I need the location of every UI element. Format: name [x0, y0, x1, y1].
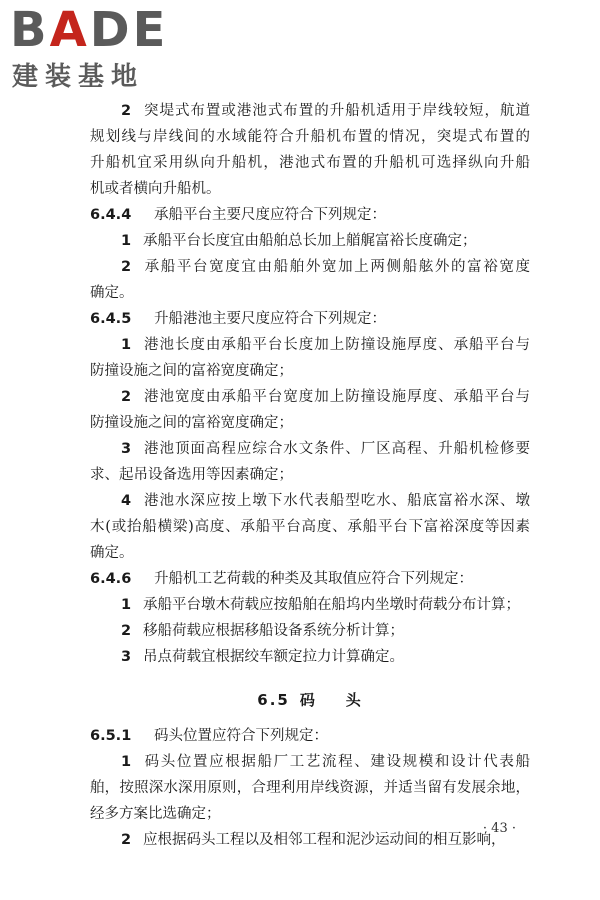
line-text: 升船港池主要尺度应符合下列规定：	[154, 311, 386, 327]
item-number: 2	[121, 623, 132, 639]
item-number: 2	[121, 103, 132, 119]
section-heading	[90, 687, 530, 713]
list-item-line	[90, 332, 530, 358]
continuation-line: 求、起吊设备选用等因素确定；	[90, 467, 293, 483]
document-body	[90, 98, 530, 853]
line-text: 港池长度由承船平台长度加上防撞设施厚度、承船平台与	[143, 337, 530, 353]
item-number: 1	[121, 754, 132, 770]
line-text: 承船平台墩木荷载应按船舶在船坞内坐墩时荷载分布计算；	[143, 597, 520, 613]
item-number: 2	[121, 389, 132, 405]
line-text: 港池水深应按上墩下水代表船型吃水、船底富裕水深、墩	[143, 493, 530, 509]
item-number: 2	[121, 832, 132, 848]
list-item-line	[90, 98, 530, 124]
page-number: · 43 ·	[482, 821, 516, 836]
item-number: 4	[121, 493, 132, 509]
item-number: 1	[121, 233, 132, 249]
clause-line	[90, 306, 530, 332]
line-text: 突堤式布置或港池式布置的升船机适用于岸线较短，航道	[143, 103, 530, 119]
section-title: 码 头	[299, 691, 363, 709]
list-item-line	[90, 436, 530, 462]
list-item-line	[90, 228, 530, 254]
clause-line	[90, 202, 530, 228]
continuation-line: 木(或抬船横梁)高度、承船平台高度、承船平台下富裕深度等因素	[90, 519, 530, 535]
continuation-line: 舶，按照深水深用原则，合理利用岸线资源，并适当留有发展余地，	[90, 780, 530, 796]
continuation-line: 经多方案比选确定；	[90, 806, 221, 822]
list-item-line	[90, 827, 530, 853]
line-text: 承船平台主要尺度应符合下列规定：	[154, 207, 386, 223]
list-item-line	[90, 488, 530, 514]
continuation-line: 规划线与岸线间的水域能符合升船机布置的情况，突堤式布置的	[90, 129, 530, 145]
item-number: 1	[121, 597, 132, 613]
list-item-line	[90, 749, 530, 775]
item-number: 1	[121, 337, 132, 353]
line-text: 吊点荷载宜根据绞车额定拉力计算确定。	[143, 649, 404, 665]
line-text: 承船平台宽度宜由船舶外宽加上两侧船舷外的富裕宽度	[143, 259, 530, 275]
clause-number: 6.4.5	[90, 311, 132, 327]
clause-line	[90, 723, 530, 749]
list-item-line	[90, 384, 530, 410]
item-number: 3	[121, 649, 132, 665]
continuation-line: 确定。	[90, 545, 134, 561]
clause-line	[90, 566, 530, 592]
logo-accent-a: A	[49, 2, 90, 58]
continuation-line: 机或者横向升船机。	[90, 181, 221, 197]
clause-number: 6.5.1	[90, 728, 132, 744]
line-text: 承船平台长度宜由船舶总长加上艏艉富裕长度确定；	[143, 233, 477, 249]
clause-number: 6.4.6	[90, 571, 132, 587]
section-number: 6.5	[257, 691, 290, 709]
line-text: 码头位置应根据船厂工艺流程、建设规模和设计代表船	[143, 754, 530, 770]
item-number: 3	[121, 441, 132, 457]
continuation-line: 防撞设施之间的富裕宽度确定；	[90, 363, 293, 379]
line-text: 移船荷载应根据移船设备系统分析计算；	[143, 623, 404, 639]
bade-logo	[10, 4, 185, 96]
continuation-line: 升船机宜采用纵向升船机，港池式布置的升船机可选择纵向升船	[90, 155, 530, 171]
list-item-line	[90, 644, 530, 670]
list-item-line	[90, 254, 530, 280]
logo-subtitle: 建装基地	[12, 62, 145, 92]
line-text: 升船机工艺荷载的种类及其取值应符合下列规定：	[154, 571, 473, 587]
item-number: 2	[121, 259, 132, 275]
clause-number: 6.4.4	[90, 207, 132, 223]
list-item-line	[90, 618, 530, 644]
line-text: 港池宽度由承船平台宽度加上防撞设施厚度、承船平台与	[143, 389, 530, 405]
continuation-line: 防撞设施之间的富裕宽度确定；	[90, 415, 293, 431]
continuation-line: 确定。	[90, 285, 134, 301]
logo-wordmark: BADE	[10, 2, 169, 58]
line-text: 港池顶面高程应综合水文条件、厂区高程、升船机检修要	[143, 441, 530, 457]
line-text: 码头位置应符合下列规定：	[154, 728, 328, 744]
line-text: 应根据码头工程以及相邻工程和泥沙运动间的相互影响，	[143, 832, 506, 848]
list-item-line	[90, 592, 530, 618]
